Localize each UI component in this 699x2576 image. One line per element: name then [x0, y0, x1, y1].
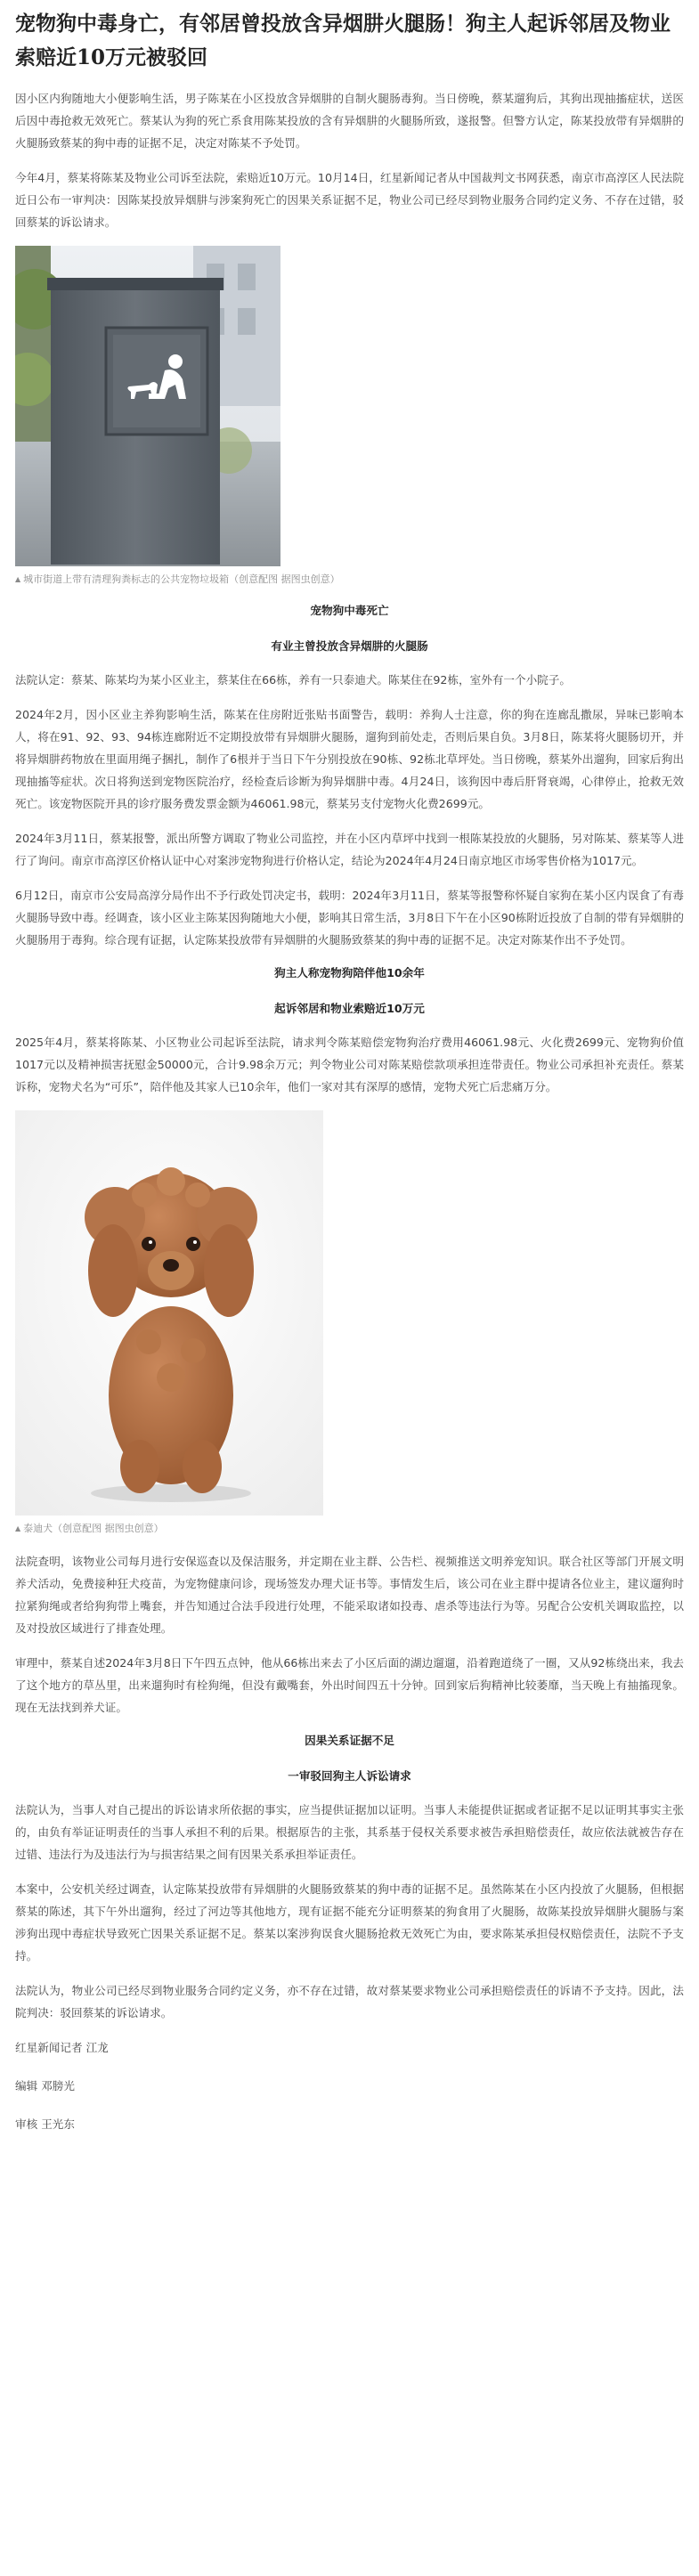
section-heading: 因果关系证据不足 — [305, 1734, 394, 1747]
section-heading-group — [15, 1731, 684, 1786]
trash-bin-figure — [15, 246, 684, 589]
section-heading-group — [15, 963, 684, 1019]
body-paragraph: 2024年3月11日，蔡某报警，派出所警方调取了物业公司监控，并在小区内草坪中找到一根陈某投放的火腿肠，另对陈某、蔡某等人进行了询问。南京市高淳区价格认证中心对案涉宠物狗进行价格认定，结论为2024年4月24日南京地区市场零售价格为1017元。 — [15, 832, 684, 867]
body-paragraph: 法院认定：蔡某、陈某均为某小区业主，蔡某住在66栋，养有一只泰迪犬。陈某住在92栋，室外有一个小院子。 — [15, 673, 571, 687]
body-paragraph: 法院认为，物业公司已经尽到物业服务合同约定义务，亦不存在过错，故对蔡某要求物业公司承担赔偿责任的诉请不予支持。因此，法院判决：驳回蔡某的诉讼请求。 — [15, 1984, 684, 2019]
section-heading: 有业主曾投放含异烟肼的火腿肠 — [271, 639, 428, 653]
editor-credit: 编辑 邓膀光 — [15, 2079, 75, 2092]
body-paragraph: 本案中，公安机关经过调查，认定陈某投放带有异烟肼的火腿肠致蔡某的狗中毒的证据不足。虽然陈某在小区内投放了火腿肠，但根据蔡某的陈述，其下午外出遛狗，经过了河边等其他地方，现有证据不能充分证明蔡某的狗食用了火腿肠，故陈某投放异烟肼火腿肠与案涉狗出现中毒症状导致死亡因果关系证据不足。蔡某以案涉狗误食火腿肠抢救无效死亡为由，要求陈某承担侵权赔偿责任，法院不予支持。 — [15, 1882, 684, 1962]
section-heading: 起诉邻居和物业索赔近10万元 — [274, 1002, 425, 1015]
image-caption: ▲ 城市街道上带有清理狗粪标志的公共宠物垃圾箱（创意配图 据图虫创意） — [15, 572, 684, 589]
section-heading: 一审驳回狗主人诉讼请求 — [288, 1769, 411, 1783]
section-heading: 狗主人称宠物狗陪伴他10余年 — [274, 966, 425, 979]
reporter-credit: 红星新闻记者 江龙 — [15, 2041, 109, 2054]
poodle-figure — [15, 1110, 684, 1538]
body-paragraph: 6月12日，南京市公安局高淳分局作出不予行政处罚决定书，载明：2024年3月11日，蔡某等报警称怀疑自家狗在某小区内误食了有毒火腿肠导致中毒。经调查，该小区业主陈某因狗随地大小便，影响其日常生活，3月8日下午在小区90栋附近投放了自制的带有异烟肼的火腿肠用于毒狗。综合现有证据，认定陈某投放带有异烟肼的火腿肠致蔡某的狗中毒的证据不足。决定对陈某作出不予处罚。 — [15, 889, 684, 947]
article-title: 宠物狗中毒身亡，有邻居曾投放含异烟肼火腿肠！狗主人起诉邻居及物业索赔近10万元被驳回 — [15, 12, 671, 69]
body-paragraph: 法院认为，当事人对自己提出的诉讼请求所依据的事实，应当提供证据加以证明。当事人未能提供证据或者证据不足以证明其事实主张的，由负有举证证明责任的当事人承担不利的后果。根据原告的主张，其系基于侵权关系要求被告承担赔偿责任，故应依法就被告存在过错、违法行为及违法行为与损害结果之间有因果关系承担举证责任。 — [15, 1803, 684, 1861]
image-caption: ▲ 泰迪犬（创意配图 据图虫创意） — [15, 1521, 684, 1538]
section-heading-group — [15, 601, 684, 656]
poodle-photo — [15, 1110, 323, 1516]
reviewer-credit: 审核 王光东 — [15, 2117, 75, 2131]
body-paragraph: 2025年4月，蔡某将陈某、小区物业公司起诉至法院，请求判令陈某赔偿宠物狗治疗费用46061.98元、火化费2699元、宠物狗价值1017元以及精神损害抚慰金50000元，合计9.98余万元；判令物业公司对陈某赔偿款项承担连带责任。物业公司承担补充责任。蔡某诉称，宠物犬名为“可乐”，陪伴他及其家人已10余年，他们一家对其有深厚的感情，宠物犬死亡后悲痛万分。 — [15, 1036, 684, 1093]
intro-paragraph: 今年4月，蔡某将陈某及物业公司诉至法院，索赔近10万元。10月14日，红星新闻记者从中国裁判文书网获悉，南京市高淳区人民法院近日公布一审判决：因陈某投放异烟肼与涉案狗死亡的因果关系证据不足，物业公司已经尽到物业服务合同约定义务、不存在过错，驳回蔡某的诉讼请求。 — [15, 171, 684, 229]
pet-waste-bin-photo — [15, 246, 280, 566]
article-credits — [15, 2036, 684, 2135]
body-paragraph: 审理中，蔡某自述2024年3月8日下午四五点钟，他从66栋出来去了小区后面的湖边遛遛，沿着跑道绕了一圈，又从92栋绕出来，我去了这个地方的草丛里，出来遛狗时有栓狗绳，但没有戴嘴套，外出时间四五十分钟。回到家后狗精神比较萎靡，当天晚上有抽搐现象。现在无法找到养犬证。 — [15, 1656, 684, 1714]
intro-paragraph: 因小区内狗随地大小便影响生活，男子陈某在小区投放含异烟肼的自制火腿肠毒狗。当日傍晚，蔡某遛狗后，其狗出现抽搐症状，送医后因中毒抢救无效死亡。蔡某认为狗的死亡系食用陈某投放的含有异烟肼的火腿肠所致，遂报警。但警方认定，陈某投放带有异烟肼的火腿肠致蔡某的狗中毒的证据不足，决定对陈某不予处罚。 — [15, 92, 684, 150]
body-paragraph: 2024年2月，因小区业主养狗影响生活，陈某在住房附近张贴书面警告，载明：养狗人士注意，你的狗在连廊乱撒尿，异味已影响本人，将在91、92、93、94栋连廊附近不定期投放带有异烟肼火腿肠，遛狗到前处走，否则后果自负。3月8日，陈某将火腿肠切开，并将异烟肼药物放在里面用绳子捆扎，制作了6根并于当日下午分别投放在90栋、92栋北草坪处。当日傍晚，蔡某外出遛狗，回家后狗出现抽搐等症状。次日将狗送到宠物医院治疗，经检查后诊断为狗异烟肼中毒。4月24日，该狗因中毒后肝肾衰竭，心律停止，抢救无效死亡。该宠物医院开具的诊疗服务费发票金额为46061.98元，蔡某另支付宠物火化费2699元。 — [15, 708, 684, 810]
body-paragraph: 法院查明，该物业公司每月进行安保巡查以及保洁服务，并定期在业主群、公告栏、视频推送文明养宠知识。联合社区等部门开展文明养犬活动，免费接种狂犬疫苗，为宠物健康问诊，现场签发办理犬证书等。事情发生后，该公司在业主群中提请各位业主，建议遛狗时拉紧狗绳或者给狗狗带上嘴套，并告知通过合法手段进行处理，不能采取诸如投毒、虐杀等违法行为等。另配合公安机关调取监控，以及对投放区域进行了排查处理。 — [15, 1555, 684, 1635]
section-heading: 宠物狗中毒死亡 — [310, 604, 389, 617]
